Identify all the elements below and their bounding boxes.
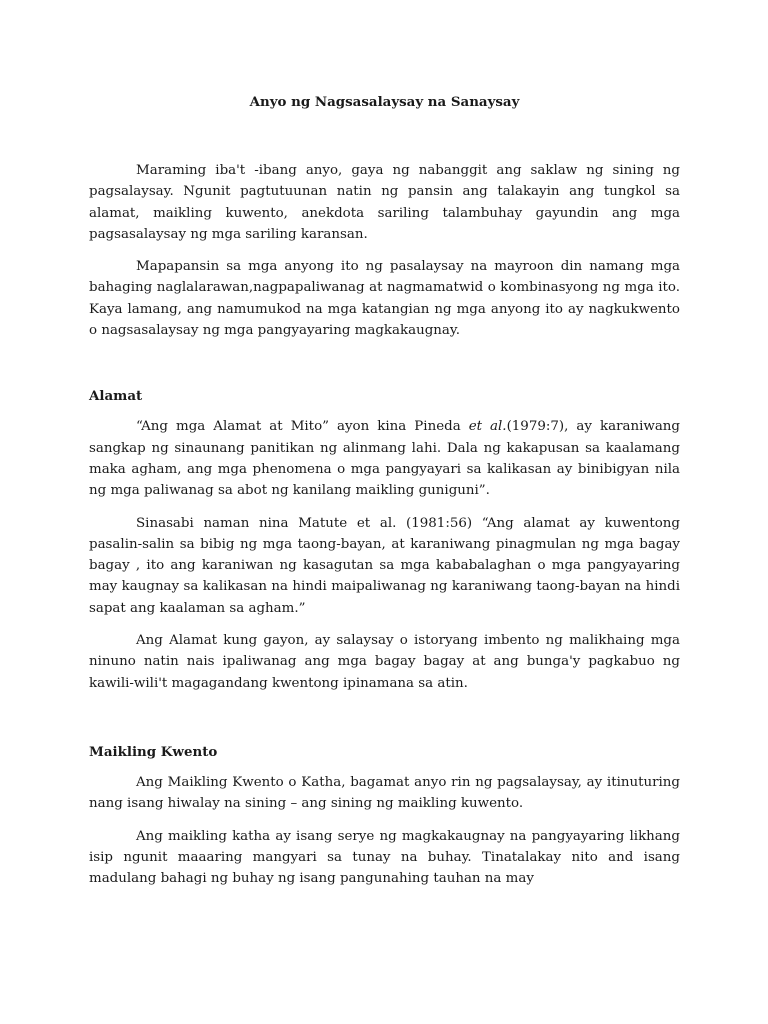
- alamat-paragraph-3: Ang Alamat kung gayon, ay salaysay o istoryang imbento ng malikhaing mga ninuno natin nais ipaliwanag ang mga bagay bagay at ang bunga'y pagkabuo ng kawili-wili't magagandang kwentong ipinamana sa atin.: [89, 633, 680, 691]
- alamat-paragraph-1-text-b: (1979:7), ay karaniwang sangkap ng sinaunang panitikan ng alinmang lahi. Dala ng kakapusan sa kaalamang maka agham, ang mga phenomena o mga pangyayari sa kalikasan ay binibigyan nila ng mga paliwanag sa abot ng kanilang maikling guniguni”.: [89, 419, 680, 499]
- document-title: Anyo ng Nagsasalaysay na Sanaysay: [249, 94, 520, 110]
- alamat-paragraph-1-text-a: “Ang mga Alamat at Mito” ayon kina Pineda: [136, 419, 469, 435]
- intro-paragraph-2: Mapapansin sa mga anyong ito ng pasalaysay na mayroon din namang mga bahaging naglalarawan,nagpapaliwanag at nagmamatwid o kombinasyong ng mga ito. Kaya lamang, ang namumukod na mga katangian ng mga anyong ito ay nagkukwento o nagsasalaysay ng mga pangyayaring magkakaugnay.: [89, 259, 680, 339]
- intro-paragraph-1: Maraming iba't -ibang anyo, gaya ng nabanggit ang saklaw ng sining ng pagsalaysay. Ngunit pagtutuunan natin ng pansin ang talakayin ang tungkol sa alamat, maikling kuwento, anekdota sariling talambuhay gayundin ang mga pagsasalaysay ng mga sariling karansan.: [89, 163, 680, 242]
- alamat-paragraph-1: [89, 416, 680, 501]
- maikling-kwento-paragraph-1: Ang Maikling Kwento o Katha, bagamat anyo rin ng pagsalaysay, ay itinuturing nang isang hiwalay na sining – ang sining ng maikling kuwento.: [89, 774, 680, 812]
- alamat-paragraph-1-italic: et al.: [468, 419, 507, 435]
- section-heading-alamat: Alamat: [89, 388, 143, 405]
- section-heading-maikling-kwento: Maikling Kwento: [89, 743, 218, 760]
- maikling-kwento-paragraph-2: Ang maikling katha ay isang serye ng magkakaugnay na pangyayaring likhang isip ngunit maaaring mangyari sa tunay na buhay. Tinatalakay nito and isang madulang bahagi ng buhay ng isang pangunahing tauhan na may: [89, 828, 680, 887]
- document-page: [89, 92, 680, 900]
- alamat-paragraph-2: Sinasabi naman nina Matute et al. (1981:56) “Ang alamat ay kuwentong pasalin-salin sa bibig ng mga taong-bayan, at karaniwang pinagmulan ng mga bagay bagay , ito ang karaniwan ng kasagutan sa mga kababalaghan o mga pangyayaring may kaugnay sa kalikasan na hindi maipaliwanag ng karaniwang taong-bayan na hindi sapat ang kaalaman sa agham.”: [89, 515, 680, 616]
